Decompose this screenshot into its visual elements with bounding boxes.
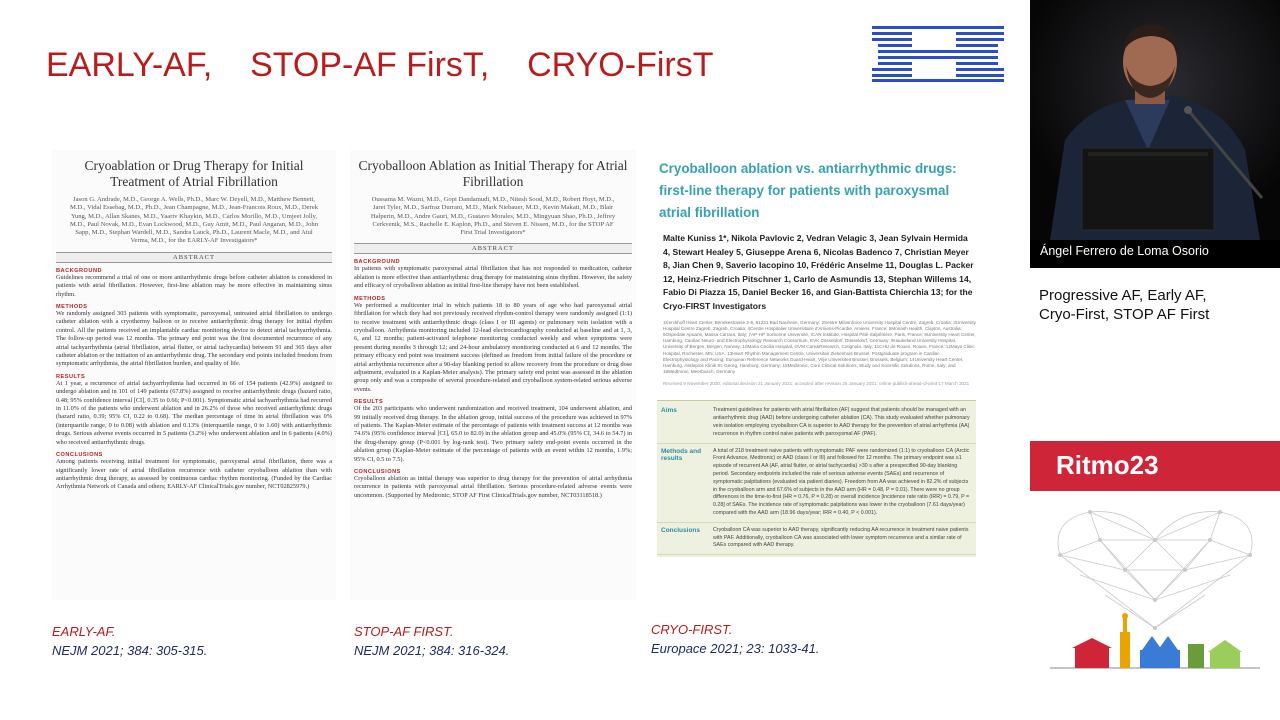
section-text: Of the 203 participants who underwent randomization and received treatment, 104 underwent ablation, and 99 initially received drug therapy. In the ablation group, initial success of the procedure was achieved in 97% of patients. The Kaplan-Meier estimate of the percentage of patients with treatment success at 12 months was 74.6% (95% confidence interval [CI], 65.0 to 82.0) in the ablation group and 45.0% (95% CI, 34.6 to 54.7) in the drug-therapy group (P<0.001 by log-rank test). Two primary safety end-point events occurred in the ablation group (Kaplan-Meier estimate of the percentage of patients with an event within 12 months, 1.9%; 95% CI, 0.5 to 7.5). <box>354 405 632 463</box>
citation-reference: NEJM 2021; 384: 316-324. <box>354 643 510 658</box>
speaker-video-feed <box>1030 0 1280 240</box>
citation-stop-af-first <box>354 624 509 658</box>
paper-stop-af-first <box>350 150 636 600</box>
structured-abstract-box <box>657 400 976 557</box>
section-heading: METHODS <box>354 295 386 302</box>
row-label: Aims <box>661 407 677 415</box>
row-text: Cryoballoon CA was superior to AAD therapy, significantly reducing AA recurrence in treatment naive patients with PAF. Additionally, cryoballoon CA was associated with lower symptom recurrence and a similar rate of SAEs compared with AAD therapy. <box>713 526 969 549</box>
abstract-row-aims <box>657 403 976 443</box>
paper-received-dates: Received 9 November 2020; editorial decision 21 January 2021; accepted after revision 25 January 2021; online publish-ahead-of-print 17 March 2021 <box>663 381 970 387</box>
paper-affiliations: 1Kerckhoff Heart Center, Benekestrasse 2-8, 61231 Bad Nauheim, Germany; 2Sestre Milosrdnice University Hospital Centre, Zagreb, Croatia; 3University Hospital Centre Zagreb, Zagreb, Croatia; 4Centre Hospitalier Universitaire d'Amiens-Picardie, Amiens, France; 5Monash Health, Clayton, Australia; 6Ospedale Apuane, Massa Carrara, Italy; 7AP-HP Sorbonne Université, ICAN Institute, Hospital Pitié-Salpêtrière, Paris, France; 8University Heart Center, Hamburg, Cardiac Neuro- and Electrophysiology Research Consortium, EVK Düsseldorf, Düsseldorf, Germany; 9Haukeland University Hospital, University of Bergen, Bergen, Norway; 10Maria Cecilia Hospital, GVM Care&Research, Cotignola, Italy; 11CHU de Rouen, Rouen, France; 12Mayo Clinic Hospital, Rochester, MN, USA; 13Heart Rhythm Management Centre, Universitair Ziekenhuis Brussel, Postgraduate program in Cardiac Electrophysiology and Pacing, European Reference Networks Guard-Heart, Vrije Universiteit Brussel, Brussels, Belgium; 14University Heart Center, Hamburg, Asklepios Klinik St. Georg, Hamburg, Germany; 15Medtronic, Core Clinical Solutions, Study and Scientific Solutions, Rome, Italy; and 16Medtronic, Meerbusch, Germany <box>663 319 976 375</box>
event-name: Ritmo23 <box>1056 450 1159 480</box>
section-text: We randomly assigned 303 patients with symptomatic, paroxysmal, untreated atrial fibrillation to undergo catheter ablation with a cryothermy balloon or to receive antiarrhythmic drug therapy for initial rhythm control. All the patients received an implantable cardiac monitoring device to detect atrial tachyarrhythmia. The follow-up period was 12 months. The primary end point was the first documented recurrence of any atrial tachyarrhythmia (atrial fibrillation, atrial flutter, or atrial tachycardia) between 91 and 365 days after catheter ablation or the initiation of an antiarrhythmic drug. The secondary end points included freedom from symptomatic arrhythmia, the atrial fibrillation burden, and quality of life. <box>56 310 332 368</box>
row-text: A total of 218 treatment naive patients with symptomatic PAF were randomized (1:1) to cryoballoon CA (Arctic Front Advance, Medtronic) or AAD (class I or III) and followed for 12 months. The primary endpoint was ≥1 episode of recurrent AA (AF, atrial flutter, or atrial tachycardia) >30 s after a prespecified 90-day blanking period. Secondary endpoints included the rate of serious adverse events (SAEs) and recurrence of symptomatic palpitations (evaluated via patient diaries). Freedom from AA was achieved in 82.2% of subjects in the cryoballoon arm and 67.6% of subjects in the AAD arm (HR = 0.48, P = 0.01). There were no group differences in the time-to-first (HR = 0.76, P = 0.28) or overall incidence [incidence rate ratio (IRR) = 0.79, P = 0.28] of SAEs. The incidence rate of symptomatic palpitations was lower in the cryoballoon (7.61 days/year) compared with the AAD arm (18.96 days/year; IRR = 0.40, P < 0.001). <box>713 447 970 516</box>
paper-title: Cryoballoon ablation vs. antiarrhythmic drugs: first-line therapy for patients with paroxysmal atrial fibrillation <box>659 161 957 220</box>
abstract-row-methods <box>657 444 976 523</box>
row-label: Conclusions <box>661 526 701 534</box>
citation-name: EARLY-AF. <box>52 624 116 639</box>
section-text: Among patients receiving initial treatment for symptomatic, paroxysmal atrial fibrillation, there was a significantly lower rate of atrial fibrillation recurrence with catheter cryoballoon ablation than with antiarrhythmic drug therapy, as assessed by continuous cardiac rhythm monitoring. (Funded by the Cardiac Arrhythmia Network of Canada and others; EARLY-AF ClinicalTrials.gov number, NCT02825979.) <box>56 458 332 491</box>
section-text: Guidelines recommend a trial of one or more antiarrhythmic drugs before catheter ablation is considered in patients with atrial fibrillation. However, first-line ablation may be more effective in maintaining sinus rhythm. <box>56 273 332 298</box>
paper-authors: Jason G. Andrade, M.D., George A. Wells, Ph.D., Marc W. Deyell, M.D., Matthew Bennett, M.D., Vidal Essebag, M.D., Ph.D., Jean Champagne, M.D., Jean-Francois Roux, M.D., Derek Yung, M.D., Allan Skanes, M.D., Yaariv Khaykin, M.D., Carlos Morillo, M.D., Umjeet Jolly, M.D., Paul Novak, M.D., Evan Lockwood, M.D., Guy Amit, M.D., Paul Angaran, M.D., John Sapp, M.D., Stephan Wardell, M.D., Sandra Lauck, Ph.D., Laurent Macle, M.D., and Atul Verma, M.D., for the EARLY-AF Investigators* <box>70 196 318 245</box>
section-heading: BACKGROUND <box>354 259 401 266</box>
section-text: In patients with symptomatic paroxysmal atrial fibrillation that has not responded to medication, catheter ablation is more effective than antiarrhythmic drug therapy for maintaining sinus rhythm. However, the safety and efficacy of cryoballoon ablation as initial first-line therapy have not been established. <box>354 265 632 290</box>
abstract-heading: ABSTRACT <box>56 252 332 263</box>
section-text: At 1 year, a recurrence of atrial tachyarrhythmia had occurred in 66 of 154 patients (42.9%) assigned to undergo ablation and in 101 of 149 patients (67.8%) assigned to receive antiarrhythmic drugs (hazard ratio, 0.48; 95% confidence interval [CI], 0.35 to 0.66; P<0.001). Symptomatic atrial tachyarrhythmia had recurred in 11.0% of the patients who underwent ablation and in 26.2% of those who received antiarrhythmic drugs (hazard ratio, 0.39; 95% CI, 0.22 to 0.68). The median percentage of time in atrial fibrillation was 0% (interquartile range, 0 to 0.08) with ablation and 0.13% (interquartile range, 0 to 1.60) with antiarrhythmic drugs. Serious adverse events occurred in 5 patients (3.2%) who underwent ablation and in 6 patients (4.0%) who received antiarrhythmic drugs. <box>56 379 332 446</box>
citation-name: STOP-AF FIRST. <box>354 624 454 639</box>
paper-title: Cryoablation or Drug Therapy for Initial Treatment of Atrial Fibrillation <box>84 158 304 189</box>
paper-cryo-first <box>651 150 982 600</box>
section-heading: RESULTS <box>56 373 86 380</box>
paper-authors: Oussama M. Wazni, M.D., Gopi Dandamudi, M.D., Nitesh Sood, M.D., Robert Hoyt, M.D., Jaret Tyler, M.D., Sarfraz Durrani, M.D., Mark Niebauer, M.D., Kevin Makati, M.D., Blair Halperin, M.D., Andre Gauri, M.D., Gustavo Morales, M.D., Mingyuan Shao, Ph.D., Jeffrey Cerkvenik, M.S., Rachelle E. Kaplon, Ph.D., and Steven E. Nissen, M.D., for the STOP AF First Trial Investigators* <box>370 196 616 237</box>
abstract-heading: ABSTRACT <box>354 243 632 254</box>
row-label: Methods and results <box>661 447 702 462</box>
section-text: We performed a multicenter trial in which patients 18 to 80 years of age who had paroxysmal atrial fibrillation for which they had not previously received rhythm-control therapy were randomly assigned (1:1) to receive treatment with antiarrhythmic drugs (class I or III agents) or pulmonary vein isolation with a cryoballoon. Arrhythmia monitoring included 12-lead electrocardiography conducted at baseline and at 1, 3, 6, and 12 months; patient-activated telephone monitoring conducted weekly and when symptoms were present during months 3 through 12; and 24-hour ambulatory monitoring conducted at 6 and 12 months. The primary efficacy end point was treatment success (defined as freedom from initial failure of the procedure or atrial arrhythmia recurrence after a 90-day blanking period to allow recovery from the procedure or drug dose adjustment, evaluated in a Kaplan-Meier analysis). The primary safety end point was assessed in the ablation group only and was a composite of several procedure-related and cryoballoon system-related serious adverse events. <box>354 301 632 393</box>
heart-network-skyline-icon <box>1030 500 1280 700</box>
section-heading: CONCLUSIONS <box>56 452 103 459</box>
talk-topic: Progressive AF, Early AF, Cryo-First, STOP AF First <box>1039 287 1210 323</box>
event-banner <box>1030 441 1280 491</box>
speaker-name: Ángel Ferrero de Loma Osorio <box>1030 240 1280 268</box>
citation-cryo-first <box>651 622 819 656</box>
citation-reference: NEJM 2021; 384: 305-315. <box>52 643 208 658</box>
speaker-panel <box>1030 0 1280 720</box>
section-heading: CONCLUSIONS <box>354 469 401 476</box>
abstract-row-conclusions <box>657 523 976 555</box>
section-heading: RESULTS <box>354 399 384 406</box>
paper-authors: Malte Kuniss 1*, Nikola Pavlovic 2, Vedran Velagic 3, Jean Sylvain Hermida 4, Stewart Healey 5, Giuseppe Arena 6, Nicolas Badenco 7, Christian Meyer 8, Jian Chen 9, Saverio Iacopino 10, Frédéric Anselme 11, Douglas L. Packer 12, Heinz-Friedrich Pitschner 1, Carlo de Asmundis 13, Stephan Willems 14, Fabio Di Piazza 15, Daniel Becker 16, and Gian-Battista Chierchia 13; for the Cryo-FIRST Investigators <box>663 233 974 311</box>
slide-title: EARLY-AF, STOP-AF FirsT, CRYO-FirsT <box>46 46 714 84</box>
section-heading: METHODS <box>56 304 88 310</box>
section-text: Cryoballoon ablation as initial therapy was superior to drug therapy for the prevention of atrial arrhythmia recurrence in patients with paroxysmal atrial fibrillation. Serious procedure-related adverse events were uncommon. (Supported by Medtronic; STOP AF First ClinicalTrials.gov number, NCT03118518.) <box>354 475 632 499</box>
citation-early-af <box>52 624 207 658</box>
citation-name: CRYO-FIRST. <box>651 622 733 637</box>
paper-title: Cryoballoon Ablation as Initial Therapy for Atrial Fibrillation <box>358 158 628 189</box>
logo-icon <box>872 26 1004 82</box>
row-text: Treatment guidelines for patients with atrial fibrillation (AF) suggest that patients should be managed with an antiarrhythmic drug (AAD) before undergoing catheter ablation (CA). This study evaluated whether pulmonary vein isolation employing cryoballoon CA is superior to AAD therapy for the prevention of atrial arrhythmia (AA) recurrence in rhythm control naive patients with paroxysmal AF (PAF). <box>713 407 970 437</box>
paper-early-af <box>52 150 336 600</box>
citation-reference: Europace 2021; 23: 1033-41. <box>651 641 820 656</box>
section-heading: BACKGROUND <box>56 267 103 274</box>
